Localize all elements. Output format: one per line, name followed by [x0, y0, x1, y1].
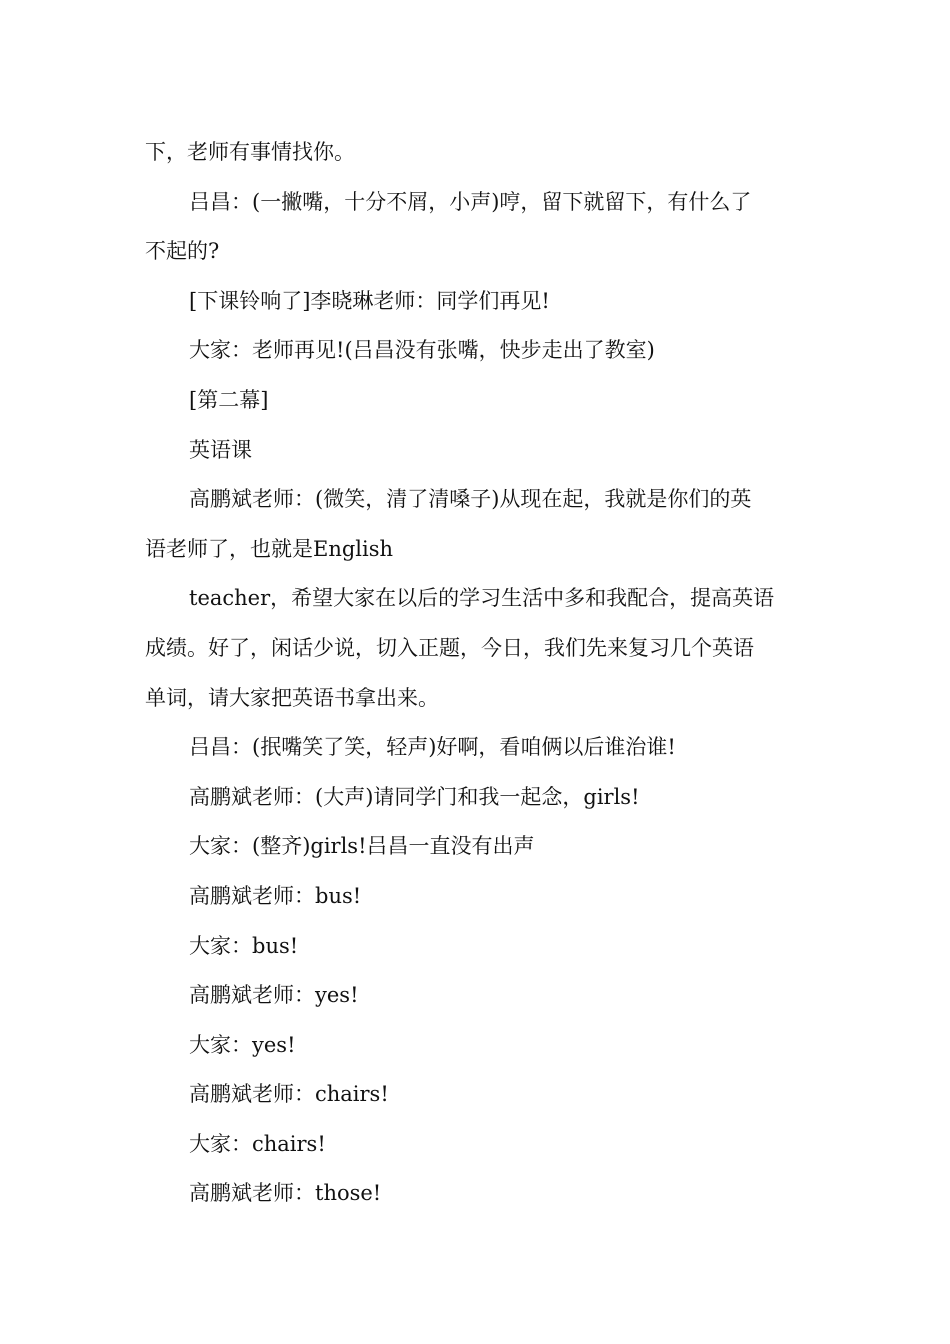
paragraph-3: 不起的?	[145, 239, 220, 264]
paragraph-7: 英语课	[189, 437, 252, 462]
paragraph-13: 吕昌：(抿嘴笑了笑，轻声)好啊，看咱俩以后谁治谁!	[189, 735, 676, 760]
paragraph-18: 高鹏斌老师：yes!	[189, 983, 359, 1008]
paragraph-2: 吕昌：(一撇嘴，十分不屑，小声)哼，留下就留下，有什么了	[189, 189, 752, 214]
document-body	[145, 128, 810, 1219]
paragraph-9: 语老师了，也就是English	[145, 536, 394, 561]
paragraph-6: [第二幕]	[189, 387, 269, 412]
paragraph-4: [下课铃响了]李晓琳老师：同学们再见!	[189, 288, 550, 313]
paragraph-16: 高鹏斌老师：bus!	[189, 883, 362, 908]
paragraph-20: 高鹏斌老师：chairs!	[189, 1082, 389, 1107]
paragraph-17: 大家：bus!	[189, 933, 299, 958]
paragraph-5: 大家：老师再见!(吕昌没有张嘴，快步走出了教室)	[189, 338, 655, 363]
paragraph-15: 大家：(整齐)girls!吕昌一直没有出声	[189, 834, 535, 859]
paragraph-19: 大家：yes!	[189, 1032, 296, 1057]
paragraph-10: teacher，希望大家在以后的学习生活中多和我配合，提高英语	[189, 586, 775, 611]
paragraph-21: 大家：chairs!	[189, 1131, 326, 1156]
paragraph-22: 高鹏斌老师：those!	[189, 1181, 382, 1206]
paragraph-14: 高鹏斌老师：(大声)请同学门和我一起念，girls!	[189, 784, 640, 809]
paragraph-1: 下，老师有事情找你。	[145, 140, 355, 164]
paragraph-11: 成绩。好了，闲话少说，切入正题，今日，我们先来复习几个英语	[145, 635, 754, 660]
paragraph-8: 高鹏斌老师：(微笑，清了清嗓子)从现在起，我就是你们的英	[189, 487, 752, 512]
paragraph-12: 单词，请大家把英语书拿出来。	[145, 685, 439, 710]
